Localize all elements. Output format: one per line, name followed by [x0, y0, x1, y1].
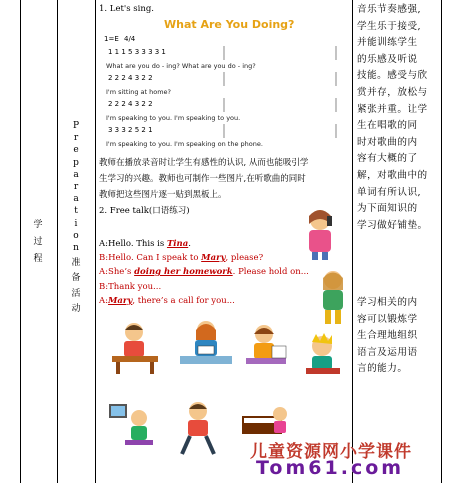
lyric-row: I'm speaking to you. I'm speaking to you. — [106, 114, 241, 122]
table-border-right — [441, 0, 442, 483]
girl-drawing-image — [242, 322, 290, 372]
stage-char: e — [73, 145, 79, 156]
key-signature: 1=E — [104, 35, 119, 43]
stage-char: r — [73, 133, 79, 144]
rationale-block-2 — [357, 295, 439, 378]
boy-thinking-image — [300, 332, 346, 378]
dialog-activity: doing her homework — [134, 267, 233, 277]
song-title: What Are You Doing? — [164, 18, 295, 31]
table-divider-1 — [57, 0, 58, 483]
lyric-row: What are you do - ing? What are you do - ing? — [106, 62, 256, 70]
rationale-line: 紧张并重。让学 — [357, 103, 428, 115]
song-heading: 1. Let's sing. — [99, 4, 155, 14]
notes-row: 3 3 3 2 5 2 1 — [108, 126, 153, 134]
watermark-url: Tom61.com — [256, 457, 405, 479]
girl-reading-image — [178, 318, 234, 370]
dialog-line: B:Thank you... — [99, 282, 162, 292]
stage-char: a — [73, 169, 79, 180]
boy-at-table-image — [110, 320, 160, 374]
stage-char: n — [73, 243, 79, 254]
rationale-line: 时对歌曲的内 — [357, 136, 418, 148]
stage-char: p — [73, 157, 79, 168]
boy-playing-image — [176, 400, 220, 456]
lyric-row: I'm speaking to you. I'm speaking on the phone. — [106, 140, 263, 148]
dialog-line — [99, 252, 263, 265]
song-score — [104, 16, 337, 152]
stage-char: t — [74, 206, 78, 217]
stage-char: o — [73, 230, 79, 241]
process-label-char: 程 — [33, 254, 43, 264]
rationale-line: 赏并存，放松与 — [357, 86, 428, 98]
stage-char: 准 — [71, 258, 81, 269]
dialog-text: . Please hold on... — [232, 267, 309, 277]
table-divider-3 — [352, 0, 353, 483]
rationale-line: 生合理地组织 — [357, 330, 418, 342]
girl-playing-piano-image — [240, 404, 290, 440]
stage-char: P — [72, 121, 80, 131]
watermark — [246, 437, 446, 481]
rationale-line: 音乐节奏感强, — [357, 4, 422, 15]
rationale-line: 生在唱歌的同 — [357, 120, 418, 132]
rationale-block-1 — [357, 2, 439, 234]
notes-row: 2 2 2 4 3 2 2 — [108, 100, 153, 108]
rationale-line: 容有大概的了 — [357, 153, 418, 165]
rationale-line: 为下面知识的 — [357, 203, 418, 215]
rationale-line: 学生乐于接受, — [357, 20, 422, 32]
table-border-left — [20, 0, 21, 483]
time-signature: 4/4 — [123, 35, 136, 43]
notes-row: 2 2 2 4 3 2 2 — [108, 74, 153, 82]
stage-char: r — [73, 182, 79, 193]
rationale-line: 技能。感受与欣 — [357, 70, 428, 82]
rationale-line: 容可以锻炼学 — [357, 313, 418, 325]
dialog-name: Mary — [201, 253, 226, 263]
dialog-text: , there’s a call for you... — [132, 296, 235, 306]
rationale-line: 单词有所认识, — [357, 186, 422, 198]
dialog-text: A:She’s — [99, 267, 135, 277]
dialog-text: , please? — [225, 253, 264, 263]
dialog-text: A: — [99, 296, 109, 306]
stage-char: 备 — [71, 273, 81, 284]
dialog-line — [99, 238, 191, 251]
dialog-text: A:Hello. This is — [99, 239, 167, 249]
dialog-text: B:Hello. Can I speak to — [99, 253, 202, 263]
notes-row: 1 1 1 5 3 3 3 3 1 — [108, 48, 166, 56]
rationale-line: 解，对歌曲中的 — [357, 169, 428, 181]
barlines — [104, 16, 337, 152]
stage-label — [70, 120, 82, 315]
rationale-line: 并能训练学生 — [357, 37, 418, 49]
process-label-char: 过 — [33, 237, 43, 247]
explanation-line: 生学习的兴趣。教师也可制作一些图片,在听歌曲的同时 — [99, 174, 306, 184]
boy-watching-tv-image — [105, 398, 155, 448]
dialog-name: Tina — [166, 239, 189, 249]
rationale-line: 的乐感及听说 — [357, 53, 418, 65]
stage-char: 动 — [71, 303, 81, 314]
dialog-line — [99, 295, 235, 308]
lyric-row: I'm sitting at home? — [106, 88, 171, 96]
watermark-cn: 儿童资源网小学课件 — [250, 442, 412, 462]
process-label-char: 学 — [33, 220, 43, 230]
stage-char: a — [73, 194, 79, 205]
rationale-line: 学习相关的内 — [357, 297, 418, 308]
girl-singing-image — [316, 268, 350, 326]
explanation-line: 教师在播放录音时让学生有感性的认识, 从而也能吸引学 — [99, 158, 309, 168]
stage-char: 活 — [71, 288, 81, 299]
girl-on-phone-image — [300, 206, 342, 261]
stage-char: i — [74, 218, 78, 229]
explanation-line: 教师把这些图片逐一贴到黑板上。 — [99, 190, 227, 200]
dialog-line — [99, 266, 309, 279]
rationale-line: 语言及运用语 — [357, 346, 418, 358]
table-divider-2 — [95, 0, 96, 483]
rationale-line: 言的能力。 — [357, 363, 408, 375]
dialog-text: . — [188, 239, 191, 249]
free-talk-heading: 2. Free talk(口语练习) — [99, 206, 190, 216]
rationale-line: 学习做好铺垫。 — [357, 219, 428, 231]
dialog-name: Mary — [108, 296, 133, 306]
process-label — [31, 218, 45, 266]
